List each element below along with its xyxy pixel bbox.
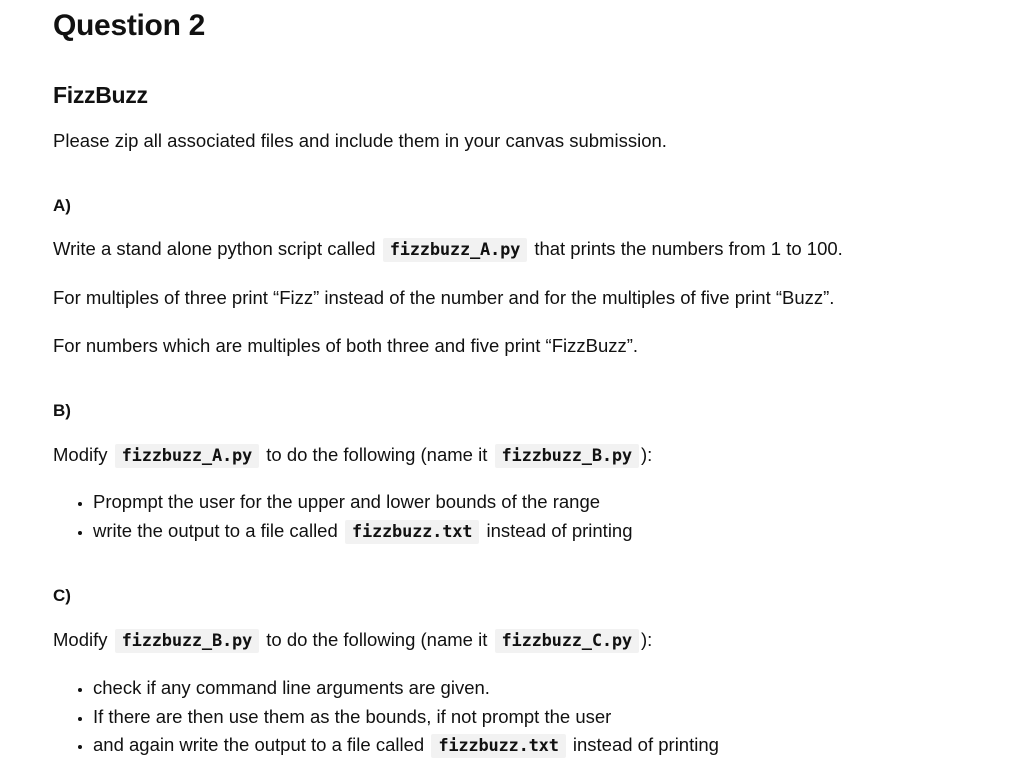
part-b-bullet xyxy=(93,488,633,517)
part-c-bullet-list xyxy=(53,674,719,761)
part-c-target-script: fizzbuzz_C.py xyxy=(495,629,639,653)
part-b-bullet-list xyxy=(53,488,633,546)
part-b-heading: B) xyxy=(53,401,71,420)
question-title: Question 2 xyxy=(53,9,206,42)
part-c-bullet-text: instead of printing xyxy=(572,734,719,755)
part-a-line-1-after: that prints the numbers from 1 to 100. xyxy=(534,238,843,259)
part-b-source-script: fizzbuzz_A.py xyxy=(115,444,259,468)
part-c-intro xyxy=(53,628,652,653)
part-b-intro xyxy=(53,443,652,468)
part-b-intro-after: ): xyxy=(640,444,653,465)
problem-title: FizzBuzz xyxy=(53,82,148,108)
part-b-target-script: fizzbuzz_B.py xyxy=(495,444,639,468)
part-c-heading: C) xyxy=(53,586,71,605)
part-a-line-1 xyxy=(53,237,843,262)
part-b-bullet-text: instead of printing xyxy=(486,519,633,541)
part-c-intro-after: ): xyxy=(640,629,653,650)
output-filename: fizzbuzz.txt xyxy=(345,520,479,544)
part-a-line-3: For numbers which are multiples of both three and five print “FizzBuzz”. xyxy=(53,335,639,356)
part-a-heading: A) xyxy=(53,196,71,215)
part-b-intro-middle: to do the following (name it xyxy=(266,444,488,465)
part-c-bullet-text: check if any command line arguments are given. xyxy=(93,677,490,698)
part-c-bullet xyxy=(93,703,719,732)
part-c-intro-before: Modify xyxy=(53,629,108,650)
part-a-line-2: For multiples of three print “Fizz” instead of the number and for the multiples of five print “Buzz”. xyxy=(53,287,835,308)
part-c-bullet xyxy=(93,731,719,761)
part-c-bullet xyxy=(93,674,719,703)
output-filename: fizzbuzz.txt xyxy=(431,734,565,758)
part-c-bullet-text: If there are then use them as the bounds, if not prompt the user xyxy=(93,705,612,727)
part-b-intro-before: Modify xyxy=(53,444,108,465)
part-c-intro-middle: to do the following (name it xyxy=(266,629,488,650)
part-b-bullet-text: write the output to a file called xyxy=(93,519,338,541)
part-b-bullet xyxy=(93,517,633,547)
part-c-source-script: fizzbuzz_B.py xyxy=(115,629,259,653)
part-c-bullet-text: and again write the output to a file called xyxy=(93,734,425,755)
part-b-bullet-text: Propmpt the user for the upper and lower bounds of the range xyxy=(93,491,601,512)
submission-instructions: Please zip all associated files and include them in your canvas submission. xyxy=(53,130,667,151)
part-a-script-name: fizzbuzz_A.py xyxy=(383,238,527,262)
part-a-line-1-before: Write a stand alone python script called xyxy=(53,238,376,259)
